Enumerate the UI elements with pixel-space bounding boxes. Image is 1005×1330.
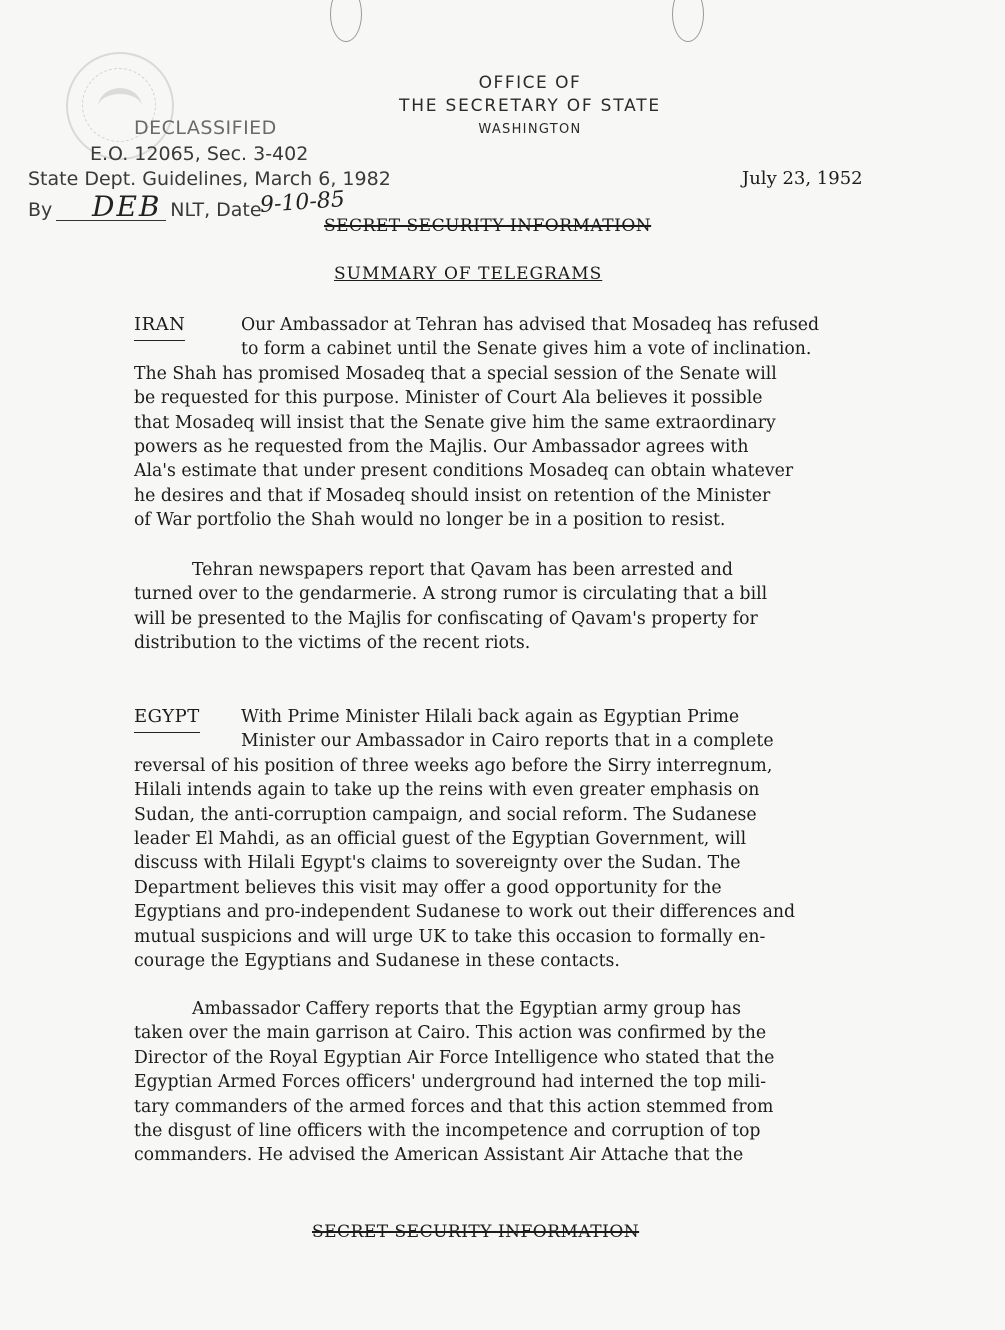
- paragraph-egypt-1: [134, 705, 914, 973]
- text-line: turned over to the gendarmerie. A strong rumor is circulating that a bill: [134, 584, 768, 605]
- text-line: Egyptians and pro-independent Sudanese to work out their differences and: [134, 902, 796, 923]
- text-line: mutual suspicions and will urge UK to take this occasion to formally en-: [134, 926, 766, 947]
- letterhead-line-3: WASHINGTON: [478, 122, 582, 137]
- by-label: By: [28, 199, 53, 221]
- paragraph-iran-2: [134, 558, 914, 656]
- classification-marking-top: SECRET SECURITY INFORMATION: [324, 216, 652, 236]
- section-heading-egypt: EGYPT: [134, 706, 200, 727]
- classification-marking-bottom: SECRET SECURITY INFORMATION: [312, 1222, 640, 1242]
- text-line: courage the Egyptians and Sudanese in these contacts.: [134, 951, 620, 972]
- text-line: Hilali intends again to take up the reins with even greater emphasis on: [134, 780, 760, 801]
- text-line: Egyptian Armed Forces officers' underground had interned the top mili-: [134, 1072, 767, 1093]
- text-line: reversal of his position of three weeks ago before the Sirry interregnum,: [134, 755, 773, 776]
- text-line: of War portfolio the Shah would no longer be in a position to resist.: [134, 510, 726, 531]
- handwritten-date: 9-10-85: [259, 187, 346, 218]
- text-line: he desires and that if Mosadeq should insist on retention of the Minister: [134, 485, 771, 506]
- section-heading-iran: IRAN: [134, 314, 186, 335]
- declassified-stamp: DECLASSIFIED: [134, 117, 277, 139]
- letterhead-line-2: THE SECRETARY OF STATE: [399, 96, 661, 116]
- declassification-guidelines: State Dept. Guidelines, March 6, 1982: [28, 168, 391, 190]
- text-line: leader El Mahdi, as an official guest of the Egyptian Government, will: [134, 829, 747, 850]
- text-line: discuss with Hilali Egypt's claims to sovereignty over the Sudan. The: [134, 853, 741, 874]
- declassification-authority: E.O. 12065, Sec. 3-402: [90, 143, 309, 165]
- punch-hole: [330, 0, 362, 42]
- text-line: Minister our Ambassador in Cairo reports that in a complete: [241, 731, 774, 752]
- paragraph-egypt-2: [134, 997, 914, 1168]
- punch-hole: [672, 0, 704, 42]
- paragraph-iran-1: [134, 313, 914, 533]
- text-line: be requested for this purpose. Minister of Court Ala believes it possible: [134, 388, 763, 409]
- text-line: the disgust of line officers with the incompetence and corruption of top: [134, 1121, 761, 1142]
- text-line: that Mosadeq will insist that the Senate give him the same extraordinary: [134, 412, 776, 433]
- document-date: July 23, 1952: [742, 168, 863, 189]
- text-line: The Shah has promised Mosadeq that a special session of the Senate will: [134, 363, 777, 384]
- text-line: distribution to the victims of the recent riots.: [134, 633, 531, 654]
- text-line: Sudan, the anti-corruption campaign, and social reform. The Sudanese: [134, 804, 757, 825]
- text-line: Our Ambassador at Tehran has advised that Mosadeq has refused: [241, 315, 820, 335]
- text-line: Director of the Royal Egyptian Air Force Intelligence who stated that the: [134, 1047, 775, 1068]
- text-line: With Prime Minister Hilali back again as Egyptian Prime: [241, 707, 740, 727]
- text-line: Ala's estimate that under present conditions Mosadeq can obtain whatever: [134, 461, 794, 482]
- letterhead-line-1: OFFICE OF: [478, 73, 582, 93]
- letterhead: [380, 72, 680, 140]
- nlt-label: NLT, Date: [170, 199, 262, 221]
- text-line: commanders. He advised the American Assistant Air Attache that the: [134, 1145, 744, 1166]
- text-line: Department believes this visit may offer a good opportunity for the: [134, 877, 722, 898]
- text-line: powers as he requested from the Majlis. Our Ambassador agrees with: [134, 437, 749, 458]
- text-line: will be presented to the Majlis for confiscating of Qavam's property for: [134, 608, 758, 629]
- text-line: taken over the main garrison at Cairo. This action was confirmed by the: [134, 1023, 767, 1044]
- text-line: Ambassador Caffery reports that the Egyptian army group has: [192, 999, 741, 1019]
- text-line: tary commanders of the armed forces and that this action stemmed from: [134, 1096, 774, 1117]
- document-title: SUMMARY OF TELEGRAMS: [334, 264, 603, 284]
- reviewer-initials: DEB: [92, 190, 162, 223]
- text-line: Tehran newspapers report that Qavam has been arrested and: [192, 560, 733, 580]
- text-line: to form a cabinet until the Senate gives him a vote of inclination.: [241, 339, 812, 360]
